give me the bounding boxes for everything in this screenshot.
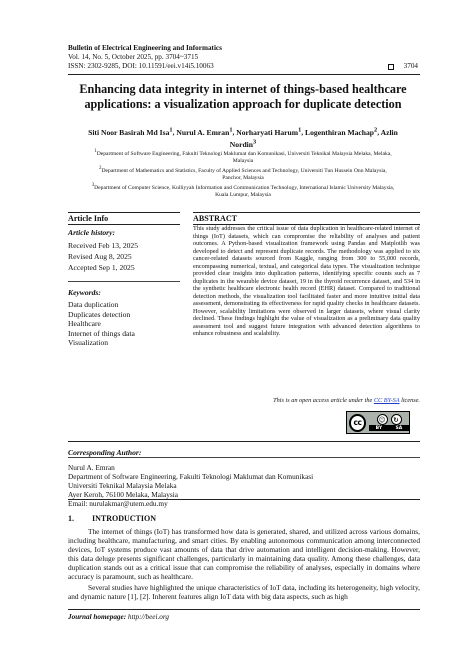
- affiliation-cont: Panchor, Malaysia: [222, 174, 264, 181]
- corresponding-address: Ayer Keroh, 76100 Melaka, Malaysia: [68, 490, 178, 499]
- cc-sa-label: SA: [395, 425, 403, 431]
- title-line-1: Enhancing data integrity in internet of things-based healthcare: [79, 82, 407, 96]
- author: Logenthiran Machap$^2$: [305, 126, 378, 137]
- history-list: [68, 241, 138, 273]
- history-item: Accepted Sep 1, 2025: [68, 262, 135, 272]
- history-heading: Article history:: [68, 228, 116, 237]
- author: Norharyati Harum$^1$: [236, 126, 302, 137]
- paper-title: [60, 82, 426, 111]
- affiliation: $^3$Department of Computer Science, Kulliyyah Information and Communication Technology, International Islamic University Malaysia,: [91, 182, 395, 191]
- corresponding-email: Email: nurulakmar@utem.edu.my: [68, 499, 168, 508]
- corresponding-author-heading: Corresponding Author:: [68, 448, 142, 457]
- article-info-head-rule: [68, 224, 180, 225]
- corresponding-head-rule: [68, 457, 420, 458]
- author: Azlin Nordin$^3$: [229, 127, 398, 149]
- abstract-heading: ABSTRACT: [193, 214, 238, 223]
- corresponding-top-rule: [68, 441, 420, 442]
- journal-name: Bulletin of Electrical Engineering and Informatics: [68, 44, 222, 52]
- affiliation-cont: Kuala Lumpur, Malaysia: [215, 191, 271, 198]
- affiliation-list: [66, 148, 420, 199]
- creative-commons-by-sa-icon[interactable]: [346, 411, 410, 434]
- issn-row: [68, 62, 418, 71]
- section-number: 1.: [68, 514, 74, 523]
- issn-line: ISSN: 2302-9285, DOI: 10.11591/eei.v14i5.10063: [68, 62, 214, 71]
- cc-by-label: BY: [375, 425, 383, 431]
- history-item: Revised Aug 8, 2025: [68, 251, 132, 261]
- corresponding-department: Department of Software Engineering, Fakulti Teknologi Maklumat dan Komunikasi: [68, 472, 314, 481]
- author: Nurul A. Emran$^1$: [176, 126, 233, 137]
- article-info-heading: Article Info: [68, 214, 109, 223]
- history-item: Received Feb 13, 2025: [68, 241, 139, 250]
- corresponding-author-details: [68, 463, 313, 508]
- page-box-icon: [388, 64, 394, 70]
- abstract-top-rule: [193, 212, 420, 213]
- corresponding-university: Universiti Teknikal Malaysia Melaka: [68, 481, 177, 490]
- attribution-person-icon: ☺: [377, 414, 388, 425]
- page-number-group: [388, 62, 418, 71]
- license-link[interactable]: CC BY-SA: [373, 397, 400, 404]
- open-access-note: This is an open access article under the CC BY-SA license.: [273, 397, 420, 404]
- keyword: Duplicates detection: [68, 309, 131, 319]
- keywords-list: [68, 300, 135, 348]
- affiliation-cont: Malaysia: [232, 157, 254, 164]
- section-title: INTRODUCTION: [92, 514, 157, 523]
- introduction-paragraph-1: The internet of things (IoT) has transformed how data is generated, shared, and utilized across various domains, including healthcare, manufacturing, and smart cities. By enabling autonomous communication among interconnected devices, IoT systems produce vast amounts of data that drive automation and intelligent decision-making. However, this data deluge presents significant challenges, particularly in maintaining data quality. Among these challenges, data duplication stands out as a critical issue that can compromise the reliability of analyses, especially in domains where accuracy is paramount, such as healthcare.: [68, 527, 420, 581]
- keyword: Internet of things data: [68, 328, 135, 338]
- affiliation: $^1$Department of Software Engineering, Fakulti Teknologi Maklumat dan Komunikasi, Universiti Teknikal Malaysia Melaka, Melaka,: [94, 149, 392, 157]
- cc-attributes: [369, 414, 409, 431]
- introduction-heading: [68, 514, 156, 523]
- corresponding-name: Nurul A. Emran: [68, 463, 115, 472]
- footer-rule: [68, 609, 420, 610]
- cc-logo-icon: cc: [349, 414, 366, 432]
- title-line-2: applications: a visualization approach for duplicate detection: [84, 96, 402, 111]
- keyword: Healthcare: [68, 319, 101, 329]
- homepage-link[interactable]: http://beei.org: [127, 613, 169, 621]
- journal-homepage: Journal homepage: http://beei.org: [68, 613, 169, 621]
- affiliation: $^2$Department of Mathematics and Statistics, Faculty of Applied Sciences and Technology, Universiti Tun Hussein Onn Malaysia,: [99, 165, 387, 174]
- history-divider: [68, 281, 180, 282]
- keyword: Data duplication: [68, 300, 119, 309]
- journal-header: [68, 44, 418, 72]
- keyword: Visualization: [68, 338, 109, 348]
- abstract-text: This study addresses the critical issue of data duplication in healthcare-related internet of things (IoT) datasets, which can compromise the reliability of analyses and patient outcomes. A Python-based visualization framework using Pandas and Matplotlib was developed to detect and represent duplicate records. The methodology was applied to six cancer-related datasets sourced from Kaggle, ranging from 300 to 55,000 records, encompassing numerical, textual, and categorical data types. The visualization technique provided clear insights into duplication patterns, identifying specific counts such as 7 duplicates in the wearable device dataset, 19 in the thyroid recurrence dataset, and 534 in the synthetic healthcare electronic health record (EHR) dataset. Compared to traditional detection methods, the visualization tool facilitated faster and more intuitive initial data assessment, demonstrating its effectiveness for rapid quality checks in healthcare datasets. However, scalability limitations were observed in larger datasets, where visual clarity declined. These findings highlight the value of visualization as a preliminary data quality assessment tool and suggest future integration with advanced detection algorithms to enhance robustness and scalability.: [193, 225, 420, 337]
- page-number: 3704: [403, 62, 418, 71]
- article-info-top-rule: [68, 212, 180, 213]
- homepage-label: Journal homepage: [68, 613, 124, 621]
- header-rule: [68, 74, 420, 75]
- author-list: Siti Noor Basirah Md Isa$^1$, Nurul A. Emran$^1$, Norharyati Harum$^1$, Logenthiran Machap$^2$, Azlin Nordin$^3$: [88, 126, 398, 149]
- keywords-heading: Keywords:: [68, 288, 101, 297]
- introduction-paragraph-2: Several studies have highlighted the unique characteristics of IoT data, including its heterogeneity, high velocity, and dynamic nature [1], [2]. Inherent features align IoT data with big data aspects, such as high: [68, 583, 420, 601]
- volume-line: Vol. 14, No. 5, October 2025, pp. 3704~3715: [68, 53, 199, 62]
- share-alike-icon: ↻: [391, 414, 402, 425]
- author: Siti Noor Basirah Md Isa$^1$: [88, 126, 173, 137]
